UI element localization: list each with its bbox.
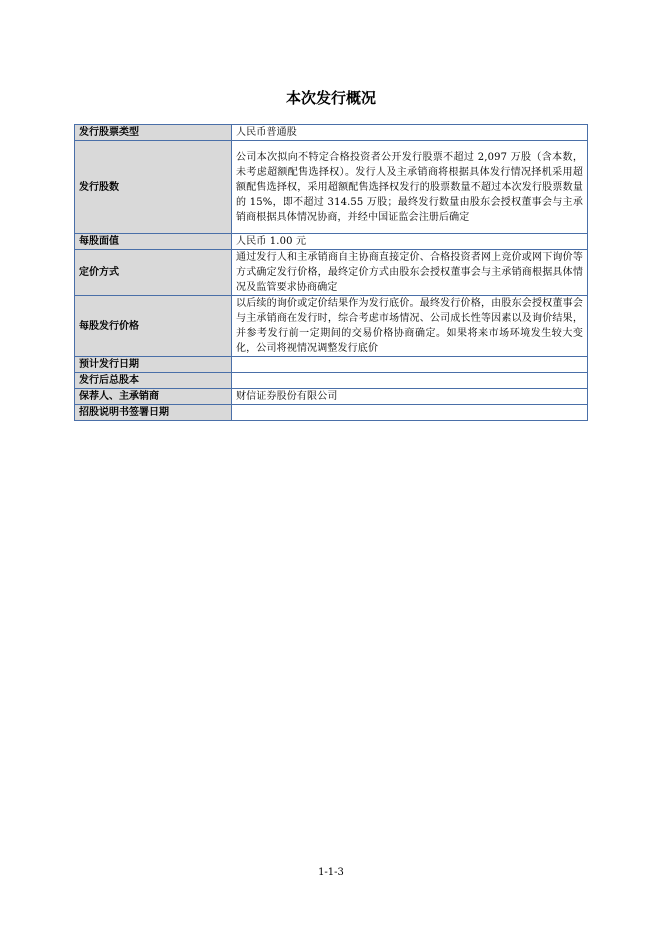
row-value: 财信证券股份有限公司 xyxy=(232,389,588,405)
row-value: 以后续的询价或定价结果作为发行底价。最终发行价格，由股东会授权董事会与主承销商在发行时，综合考虑市场情况、公司成长性等因素以及询价结果，并参考发行前一定期间的交易价格协商确定。如果将来市场环境发生较大变化，公司将视情况调整发行底价 xyxy=(232,296,588,357)
page-title: 本次发行概况 xyxy=(285,89,376,107)
row-label: 发行股票类型 xyxy=(75,125,232,141)
table-row xyxy=(75,125,588,141)
table-row xyxy=(75,234,588,250)
row-label: 每股面值 xyxy=(75,234,232,250)
offering-overview-table xyxy=(74,124,588,421)
table-row xyxy=(75,389,588,405)
row-label: 发行后总股本 xyxy=(75,373,232,389)
row-value: 人民币普通股 xyxy=(232,125,588,141)
table-row xyxy=(75,373,588,389)
row-value xyxy=(232,357,588,373)
row-value: 公司本次拟向不特定合格投资者公开发行股票不超过 2,097 万股（含本数，未考虑超额配售选择权）。发行人及主承销商将根据具体发行情况择机采用超额配售选择权，采用超额配售选择权发行的股票数量不超过本次发行股票数量的 15%，即不超过 314.55 万股；最终发行数量由股东会授权董事会与主承销商根据具体情况协商，并经中国证监会注册后确定 xyxy=(232,141,588,234)
row-value xyxy=(232,373,588,389)
table-row xyxy=(75,141,588,234)
row-value: 通过发行人和主承销商自主协商直接定价、合格投资者网上竞价或网下询价等方式确定发行价格，最终定价方式由股东会授权董事会与主承销商根据具体情况及监管要求协商确定 xyxy=(232,250,588,296)
table-row xyxy=(75,405,588,421)
row-label: 预计发行日期 xyxy=(75,357,232,373)
row-label: 保荐人、主承销商 xyxy=(75,389,232,405)
table-row xyxy=(75,250,588,296)
page-number: 1-1-3 xyxy=(318,867,344,878)
table-row xyxy=(75,357,588,373)
row-label: 定价方式 xyxy=(75,250,232,296)
row-value xyxy=(232,405,588,421)
row-label: 每股发行价格 xyxy=(75,296,232,357)
row-label: 发行股数 xyxy=(75,141,232,234)
row-value: 人民币 1.00 元 xyxy=(232,234,588,250)
row-label: 招股说明书签署日期 xyxy=(75,405,232,421)
table-row xyxy=(75,296,588,357)
